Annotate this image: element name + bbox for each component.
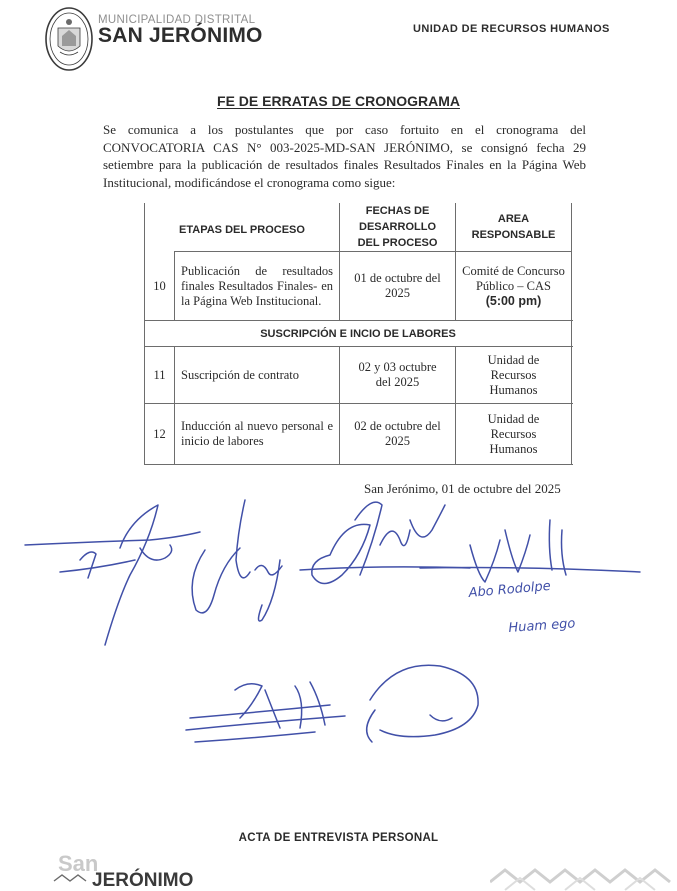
document-title xyxy=(0,93,677,109)
row-area: Unidad de Recursos Humanos xyxy=(487,411,540,456)
municipality-line: MUNICIPALIDAD DISTRITAL xyxy=(98,14,256,26)
table-rule xyxy=(144,464,573,465)
footer-logo-jeronimo: JERÓNIMO xyxy=(92,870,194,889)
signature-note: Huam ego xyxy=(508,616,576,636)
signature-3 xyxy=(300,502,470,583)
row-date: 01 de octubre del 2025 xyxy=(354,271,441,300)
row-number: 12 xyxy=(153,426,166,441)
unit-name: UNIDAD DE RECURSOS HUMANOS xyxy=(413,23,610,35)
signature-note: Abo Rodolpe xyxy=(468,578,552,601)
document-title-text: FE DE ERRATAS DE CRONOGRAMA xyxy=(217,93,460,109)
signature-2 xyxy=(192,500,282,621)
row-date: 02 de octubre del 2025 xyxy=(354,419,441,448)
row-date: 02 y 03 octubre del 2025 xyxy=(358,360,437,389)
signature-4 xyxy=(420,520,640,582)
signature-1 xyxy=(25,505,200,645)
document-date: San Jerónimo, 01 de octubre del 2025 xyxy=(364,481,561,496)
signature-5 xyxy=(186,682,345,742)
municipal-seal-logo xyxy=(44,6,94,72)
acta-title: ACTA DE ENTREVISTA PERSONAL xyxy=(238,832,439,844)
footer-decorative-pattern xyxy=(490,858,677,891)
row-number: 10 xyxy=(153,278,166,293)
signature-6 xyxy=(367,665,478,742)
footer-logo xyxy=(52,855,242,889)
row-stage: Publicación de resultados finales Resultados Finales- en la Página Web Institucional. xyxy=(181,263,333,308)
row-number: 11 xyxy=(153,367,166,382)
intro-paragraph: Se comunica a los postulantes que por caso fortuito en el cronograma del CONVOCATORIA CAS N° 003-2025-MD-SAN JERÓNIMO, se consignó fecha 29 setiembre para la publicación de resultados finales Resultados Finales en la Página Web Institucional, modificándose el cronograma como sigue: xyxy=(103,122,586,190)
header-stage: ETAPAS DEL PROCESO xyxy=(179,224,305,236)
row-area xyxy=(456,252,571,320)
header-dates: FECHAS DE DESARROLLO DEL PROCESO xyxy=(357,205,438,249)
row-stage: Suscripción de contrato xyxy=(181,367,300,382)
row-stage: Inducción al nuevo personal e inicio de labores xyxy=(181,419,333,448)
section-title: SUSCRIPCIÓN E INCIO DE LABORES xyxy=(260,327,456,340)
header-area: AREA RESPONSABLE xyxy=(471,213,556,241)
table-rule xyxy=(571,203,572,465)
row-area-text xyxy=(462,264,565,309)
footer-logo-san: San xyxy=(58,855,99,876)
schedule-table xyxy=(144,203,573,465)
row-area-time: (5:00 pm) xyxy=(485,293,542,308)
row-area-label: Comité de Concurso Público – CAS xyxy=(462,263,565,293)
row-area: Unidad de Recursos Humanos xyxy=(487,352,540,397)
municipality-name: SAN JERÓNIMO xyxy=(98,24,263,47)
